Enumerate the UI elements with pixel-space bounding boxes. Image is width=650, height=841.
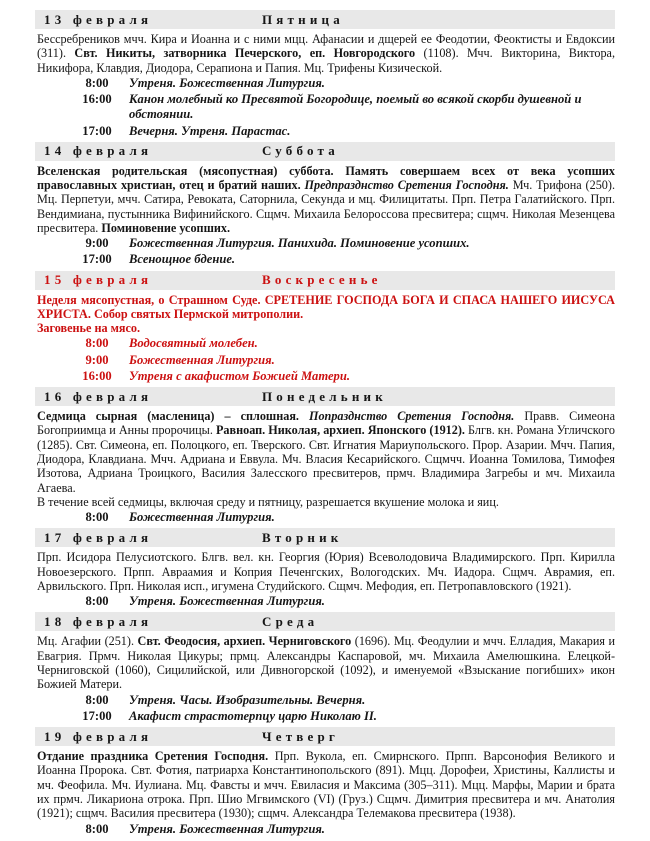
service-row <box>37 236 615 251</box>
description-segment: Мц. Агафии (251). <box>37 634 138 649</box>
description-segment: Седмица сырная (масленица) – сплошная. <box>37 409 309 424</box>
service-time: 9:00 <box>85 236 109 251</box>
day-section <box>37 142 615 268</box>
service-row <box>37 252 615 267</box>
service-list <box>37 236 615 267</box>
day-section <box>37 387 615 525</box>
description-segment: Предпразднство Сретения Господня. <box>304 178 509 192</box>
day-section <box>37 271 615 385</box>
day-note: В течение всей седмицы, включая среду и пятницу, разрешается вкушение молока и яиц. <box>37 494 499 509</box>
description-segment: Бессребреников мчч. Кира и Иоанна и с ними мцц. Афанасии и дщерей ее Феодотии, Феоктисты и Евдоксии (311). <box>37 32 615 61</box>
service-time: 17:00 <box>82 252 112 267</box>
service-row <box>37 822 615 837</box>
day-section <box>37 528 615 609</box>
service-title: Утреня. Часы. Изобразительны. Вечерня. <box>129 692 366 707</box>
description-segment: Прп. Вукола, еп. Смирнского. Прпп. Варсонофия Великого и Иоанна Пророка. Свт. Фотия, патриарха Константинопольского (891). Мцц. Дорофеи, Христины, Каллисты и мч. Феофила. Мч. Иулиана. Мц. Фавсты и мчч. Евиласия и Максима (305–311). Мцц. Марфы, Марии и брата их прмч. Ликариона отрока. Прп. Шио Мгвимского (VI) (Груз.) Сщмч. Димитрия пресвитера и мч. Анатолия (1921); сщмч. Василия пресвитера (1930); сщмч. Александра Телемакова пресвитера (1938). <box>37 749 615 821</box>
day-weekday-label: Вторник <box>262 529 343 545</box>
description-segment: Неделя мясопустная, о Страшном Суде. СРЕТЕНИЕ ГОСПОДА БОГА И СПАСА НАШЕГО ИИСУСА ХРИСТА. Собор святых Пермской митрополии. <box>37 292 615 321</box>
service-time: 8:00 <box>85 594 109 609</box>
service-title: Утреня с акафистом Божией Матери. <box>129 368 351 383</box>
day-section <box>37 10 615 139</box>
service-time: 8:00 <box>85 692 109 707</box>
day-description <box>37 32 615 75</box>
service-row <box>37 124 615 139</box>
service-title: Вечерня. Утреня. Парастас. <box>129 123 291 138</box>
service-list <box>37 76 615 139</box>
day-note: Заговенье на мясо. <box>37 321 141 336</box>
day-date-label: 14 февраля <box>44 143 153 159</box>
day-date-label: 17 февраля <box>44 529 153 545</box>
service-list <box>37 594 615 609</box>
service-time: 9:00 <box>85 352 109 367</box>
day-weekday-label: Суббота <box>262 143 339 159</box>
day-section <box>37 612 615 724</box>
description-segment: Правв. Симеона Богоприимца и Анны пророчицы. <box>37 409 615 438</box>
service-row <box>37 353 615 368</box>
service-row <box>37 336 615 351</box>
day-weekday-label: Пятница <box>262 11 344 27</box>
description-segment: Вселенская родительская (мясопустная) суббота. Память совершаем всех от века усопших православных христиан, отец и братий наших. <box>37 163 615 192</box>
service-title: Утреня. Божественная Литургия. <box>129 75 325 90</box>
day-date-label: 16 февраля <box>44 388 153 404</box>
day-header <box>35 271 615 290</box>
service-title: Утреня. Божественная Литургия. <box>129 821 325 836</box>
day-weekday-label: Среда <box>262 613 319 629</box>
description-segment: Попразднство Сретения Господня. <box>308 409 515 424</box>
day-date-label: 15 февраля <box>44 272 153 288</box>
day-header <box>35 10 615 29</box>
day-description <box>37 749 615 820</box>
service-time: 16:00 <box>82 92 112 107</box>
description-segment: Свт. Никиты, затворника Печерского, еп. Новгородского <box>74 46 416 61</box>
service-time: 17:00 <box>82 123 112 138</box>
day-weekday-label: Воскресенье <box>262 272 382 288</box>
service-time: 8:00 <box>85 336 109 351</box>
service-time: 8:00 <box>85 75 109 90</box>
day-description <box>37 293 615 322</box>
service-row <box>37 709 615 724</box>
day-date-label: 18 февраля <box>44 613 153 629</box>
description-segment: (1696). Мц. Феодулии и мчч. Елладия, Макария и Евагрия. Прмч. Николая Цикуры; прмц. Александры Каспаровой, мч. Михаила Амелюшкина. Елецкой-Черниговской (1060), Сицилийской, или Дивногорской (1092), и именуемой «Взыскание погибших» икон Божией Матери. <box>37 634 615 692</box>
service-time: 8:00 <box>85 510 109 525</box>
description-segment: Мч. Трифона (250). Мц. Перпетуи, мчч. Сатира, Ревоката, Саторнила, Секунда и мц. Филицитаты. Прп. Петра Галатийского. Прп. Вендимиана, пустынника Вифинийского. Сщмч. Михаила Белороссова пресвитера; сщмч. Николая Мезенцева пресвитера. <box>37 178 616 235</box>
service-title: Водосвятный молебен. <box>129 336 258 351</box>
day-description <box>37 550 615 593</box>
service-row <box>37 594 615 609</box>
service-title: Канон молебный ко Пресвятой Богородице, поемый во всякой скорби душевной и обстоянии. <box>129 92 582 122</box>
day-header <box>35 528 615 547</box>
service-row <box>37 92 615 122</box>
service-row <box>37 76 615 91</box>
service-list <box>37 693 615 724</box>
service-title: Акафист страстотерпцу царю Николаю II. <box>129 708 377 723</box>
service-title: Божественная Литургия. <box>129 352 275 367</box>
service-time: 8:00 <box>85 821 109 836</box>
service-title: Всенощное бдение. <box>129 252 236 267</box>
day-weekday-label: Четверг <box>262 728 340 744</box>
service-list <box>37 336 615 384</box>
day-header <box>35 612 615 631</box>
service-title: Божественная Литургия. Панихида. Поминовение усопших. <box>129 236 470 251</box>
description-segment: Поминовение усопших. <box>101 220 231 235</box>
description-segment: Прп. Исидора Пелусиотского. Блгв. вел. кн. Георгия (Юрия) Всеволодовича Владимирского. Прп. Кирилла Новоезерского. Прпп. Авраамия и Коприя Печенгских, Вологодских. Мч. Иадора. Сщмч. Аврамия, еп. Арвильского. Прп. Николая исп., игумена Студийского. Сщмч. Мефодия, еп. Петропавловского (1921). <box>37 550 615 593</box>
service-title: Божественная Литургия. <box>129 510 275 525</box>
service-time: 16:00 <box>82 368 112 383</box>
day-description <box>37 164 615 235</box>
service-row <box>37 693 615 708</box>
service-row <box>37 510 615 525</box>
description-segment: Блгв. кн. Романа Угличского (1285). Свт. Симеона, еп. Полоцкого, еп. Тверского. Свт. Игнатия Мариупольского. Прор. Азарии. Мчч. Папия, Диодора, Клавдиана. Мчч. Адриана и Еввула. Мч. Власия Кесарийского. Сщмчч. Иоанна Томилова, Тимофея Изотова, Адриана Троицкого, Василия Залесского пресвитеров, прмч. Владимира Загребы и мч. Михаила Агаева. <box>37 423 615 495</box>
day-header <box>35 727 615 746</box>
description-segment: Отдание праздника Сретения Господня. <box>37 749 269 764</box>
day-description <box>37 634 615 691</box>
description-segment: (1108). Мчч. Викторина, Виктора, Никифора, Клавдия, Диодора, Серапиона и Папия. Мц. Трифены Кизической. <box>37 46 616 75</box>
day-weekday-label: Понедельник <box>262 388 387 404</box>
service-time: 17:00 <box>82 708 112 723</box>
service-title: Утреня. Божественная Литургия. <box>129 594 325 609</box>
day-header <box>35 387 615 406</box>
day-description <box>37 409 615 495</box>
day-date-label: 13 февраля <box>44 11 153 27</box>
description-segment: Равноап. Николая, архиеп. Японского (1912). <box>215 423 465 438</box>
service-list <box>37 822 615 837</box>
service-row <box>37 369 615 384</box>
day-date-label: 19 февраля <box>44 728 153 744</box>
description-segment: Свт. Феодосия, архиеп. Черниговского <box>137 634 352 649</box>
day-section <box>37 727 615 837</box>
day-header <box>35 142 615 161</box>
service-list <box>37 510 615 525</box>
